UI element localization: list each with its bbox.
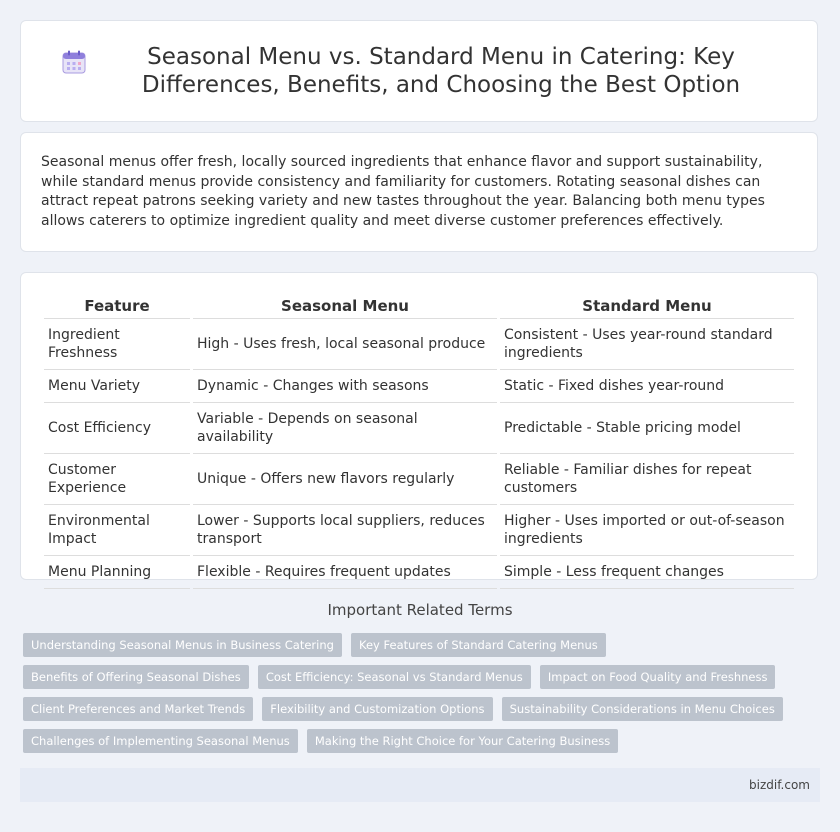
table-header-row	[44, 291, 794, 319]
feature-cell: Ingredient Freshness	[44, 319, 190, 370]
comparison-card	[20, 272, 818, 580]
seasonal-cell: Variable - Depends on seasonal availability	[193, 403, 497, 454]
intro-card	[20, 132, 818, 252]
intro-paragraph: Seasonal menus offer fresh, locally sourced ingredients that enhance flavor and support sustainability, while standard menus provide consistency and familiarity for customers. Rotating seasonal dishes can attract repeat patrons seeking variety and new tastes throughout the year. Balancing both menu types allows caterers to optimize ingredient quality and meet diverse customer preferences effectively.	[41, 154, 765, 229]
table-row	[44, 454, 794, 505]
footer	[20, 768, 820, 802]
standard-cell: Static - Fixed dishes year-round	[500, 370, 794, 403]
table-row	[44, 403, 794, 454]
comparison-table	[41, 291, 797, 589]
related-term-tag[interactable]: Cost Efficiency: Seasonal vs Standard Menus	[258, 665, 531, 689]
seasonal-cell: Flexible - Requires frequent updates	[193, 556, 497, 589]
seasonal-cell: Unique - Offers new flavors regularly	[193, 454, 497, 505]
seasonal-cell: High - Uses fresh, local seasonal produce	[193, 319, 497, 370]
related-term-tag[interactable]: Challenges of Implementing Seasonal Menus	[23, 729, 298, 753]
table-row	[44, 370, 794, 403]
feature-cell: Menu Planning	[44, 556, 190, 589]
footer-site-link[interactable]: bizdif.com	[749, 778, 810, 792]
related-term-tag[interactable]: Sustainability Considerations in Menu Choices	[502, 697, 783, 721]
standard-cell: Consistent - Uses year-round standard ingredients	[500, 319, 794, 370]
related-terms-title: Important Related Terms	[327, 601, 513, 619]
standard-cell: Simple - Less frequent changes	[500, 556, 794, 589]
table-row	[44, 556, 794, 589]
seasonal-cell: Lower - Supports local suppliers, reduces transport	[193, 505, 497, 556]
related-term-tag[interactable]: Impact on Food Quality and Freshness	[540, 665, 776, 689]
related-term-tag[interactable]: Key Features of Standard Catering Menus	[351, 633, 606, 657]
related-term-tag[interactable]: Flexibility and Customization Options	[262, 697, 492, 721]
header-seasonal: Seasonal Menu	[193, 291, 497, 319]
seasonal-cell: Dynamic - Changes with seasons	[193, 370, 497, 403]
related-term-tag[interactable]: Understanding Seasonal Menus in Business Catering	[23, 633, 342, 657]
header-feature: Feature	[44, 291, 190, 319]
title-card	[20, 20, 818, 122]
standard-cell: Higher - Uses imported or out-of-season ingredients	[500, 505, 794, 556]
related-term-tag[interactable]: Client Preferences and Market Trends	[23, 697, 253, 721]
feature-cell: Customer Experience	[44, 454, 190, 505]
feature-cell: Cost Efficiency	[44, 403, 190, 454]
calendar-icon	[61, 49, 87, 75]
page-title: Seasonal Menu vs. Standard Menu in Catering: Key Differences, Benefits, and Choosing the Best Option	[141, 44, 741, 98]
table-row	[44, 319, 794, 370]
related-term-tag[interactable]: Benefits of Offering Seasonal Dishes	[23, 665, 249, 689]
header-standard: Standard Menu	[500, 291, 794, 319]
standard-cell: Reliable - Familiar dishes for repeat customers	[500, 454, 794, 505]
standard-cell: Predictable - Stable pricing model	[500, 403, 794, 454]
feature-cell: Menu Variety	[44, 370, 190, 403]
related-term-tag[interactable]: Making the Right Choice for Your Catering Business	[307, 729, 618, 753]
related-terms-list	[23, 633, 823, 761]
feature-cell: Environmental Impact	[44, 505, 190, 556]
table-row	[44, 505, 794, 556]
